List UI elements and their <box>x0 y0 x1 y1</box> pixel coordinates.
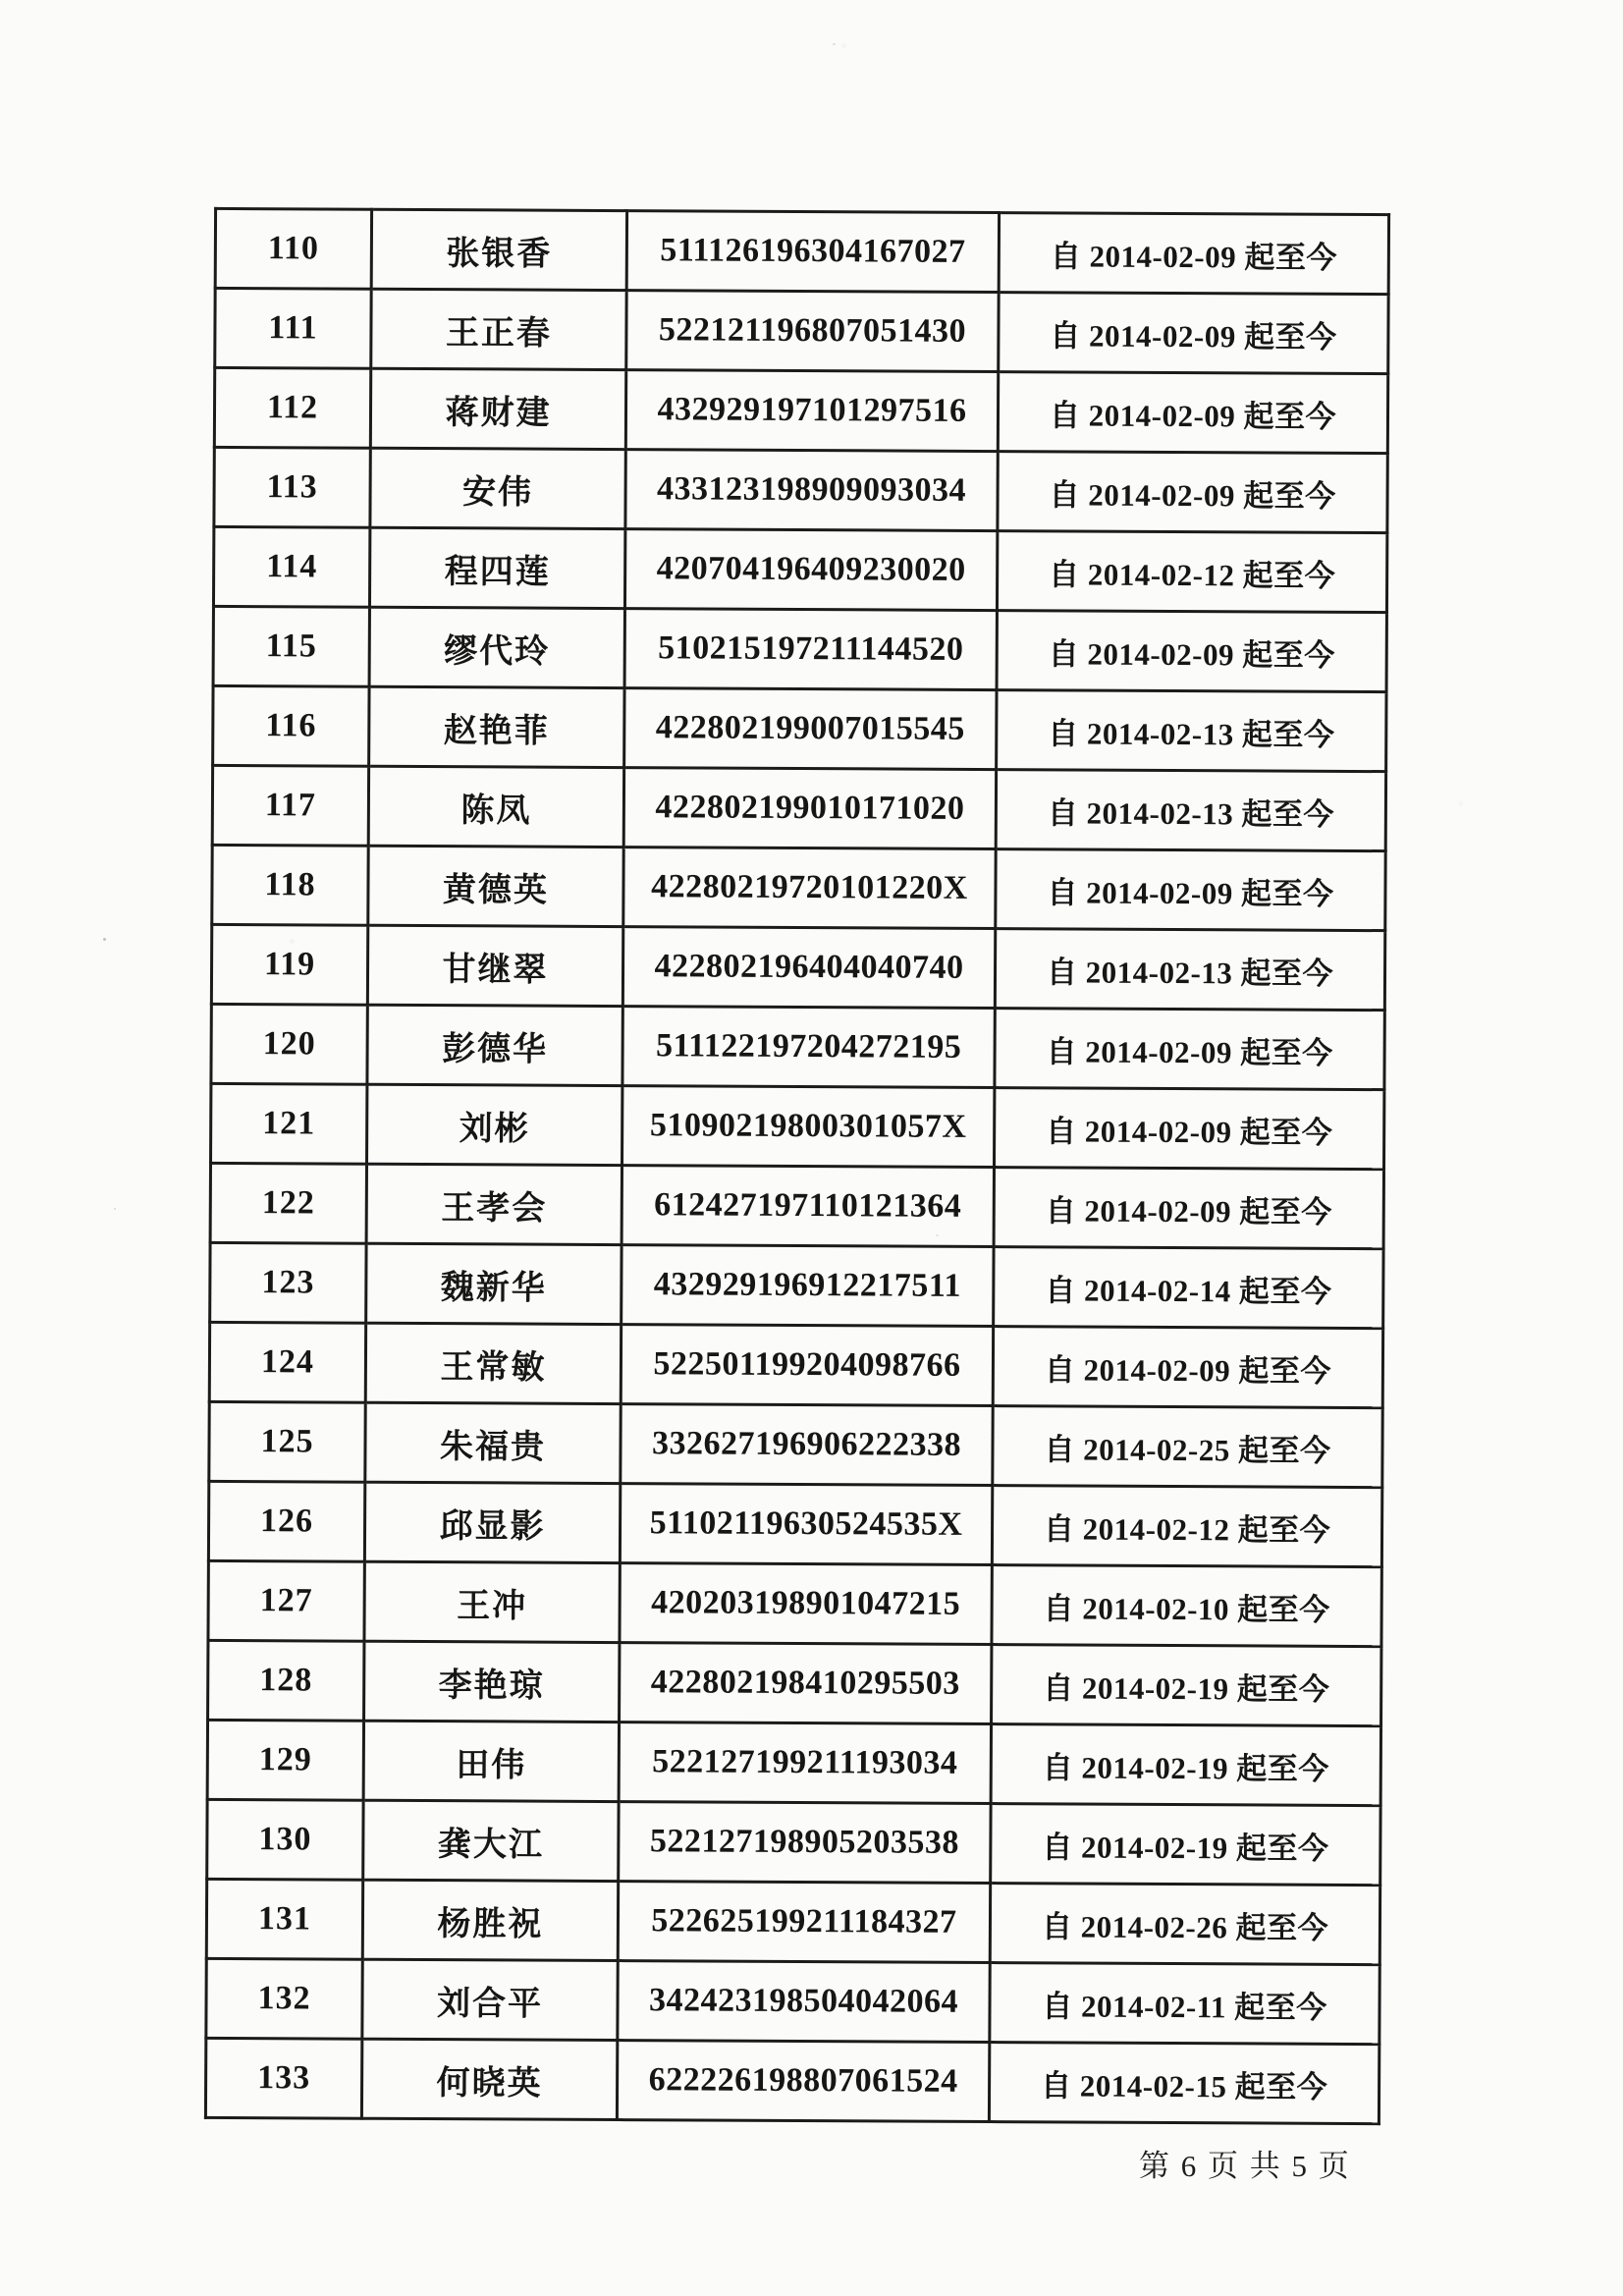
cell-name: 刘彬 <box>367 1084 622 1165</box>
table-row <box>214 367 1387 453</box>
cell-id: 622226198807061524 <box>617 2041 989 2122</box>
page-number-footer: 第 6 页 共 5 页 <box>1139 2149 1351 2183</box>
cell-name: 王孝会 <box>366 1164 622 1244</box>
cell-period: 自 2014-02-10 起至今 <box>992 1565 1381 1647</box>
cell-no: 110 <box>215 208 371 289</box>
cell-id: 51102119630524535X <box>620 1484 992 1565</box>
cell-name: 魏新华 <box>366 1243 622 1324</box>
cell-id: 433123198909093034 <box>625 450 998 531</box>
cell-period: 自 2014-02-15 起至今 <box>989 2043 1379 2124</box>
cell-period: 自 2014-02-09 起至今 <box>996 849 1385 931</box>
scan-speck <box>936 1234 939 1236</box>
cell-no: 121 <box>211 1083 367 1164</box>
cell-id: 432929196912217511 <box>622 1245 994 1327</box>
cell-name: 张银香 <box>371 209 626 290</box>
table-row <box>205 2038 1379 2123</box>
cell-period: 自 2014-02-09 起至今 <box>995 1009 1384 1090</box>
table-row <box>209 1401 1382 1487</box>
cell-period: 自 2014-02-09 起至今 <box>999 213 1388 295</box>
cell-no: 130 <box>207 1799 363 1880</box>
cell-no: 128 <box>208 1640 364 1721</box>
table-row <box>212 845 1385 930</box>
table-row <box>211 924 1384 1010</box>
cell-period: 自 2014-02-13 起至今 <box>996 770 1385 851</box>
cell-no: 117 <box>212 765 368 846</box>
cell-period: 自 2014-02-19 起至今 <box>991 1804 1380 1886</box>
table-row <box>213 606 1386 691</box>
cell-no: 116 <box>213 685 369 766</box>
cell-name: 王常敏 <box>365 1323 621 1403</box>
table-row <box>214 447 1387 532</box>
cell-id: 420203198901047215 <box>620 1563 992 1645</box>
cell-name: 缪代玲 <box>369 607 624 687</box>
table-row <box>213 526 1386 612</box>
cell-id: 422802196404040740 <box>622 927 995 1009</box>
cell-id: 422802198410295503 <box>620 1643 992 1724</box>
cell-id: 522127199211193034 <box>619 1722 991 1804</box>
cell-id: 422802199007015545 <box>624 688 997 770</box>
cell-name: 王正春 <box>371 289 626 369</box>
cell-id: 511122197204272195 <box>622 1007 995 1088</box>
cell-period: 自 2014-02-09 起至今 <box>999 293 1388 374</box>
cell-period: 自 2014-02-09 起至今 <box>993 1327 1382 1408</box>
cell-no: 120 <box>211 1004 367 1084</box>
cell-period: 自 2014-02-11 起至今 <box>990 1963 1380 2045</box>
cell-no: 129 <box>207 1720 363 1800</box>
cell-period: 自 2014-02-09 起至今 <box>998 372 1387 454</box>
scan-speck <box>833 43 836 45</box>
cell-name: 黄德英 <box>368 846 623 926</box>
table-row <box>215 288 1388 373</box>
table-row <box>211 1083 1384 1169</box>
table-row <box>208 1640 1381 1725</box>
cell-period: 自 2014-02-12 起至今 <box>992 1486 1381 1567</box>
cell-id: 510215197211144520 <box>624 609 997 690</box>
cell-no: 112 <box>214 367 370 448</box>
cell-period: 自 2014-02-13 起至今 <box>995 929 1384 1011</box>
cell-id: 612427197110121364 <box>622 1166 994 1247</box>
cell-id: 422802199010171020 <box>623 768 996 849</box>
cell-period: 自 2014-02-25 起至今 <box>993 1406 1382 1488</box>
cell-id: 342423198504042064 <box>618 1961 990 2043</box>
cell-name: 杨胜祝 <box>362 1880 618 1960</box>
cell-name: 王冲 <box>364 1561 620 1642</box>
scan-speck <box>114 1208 116 1210</box>
cell-no: 123 <box>210 1242 366 1323</box>
table-row <box>206 1958 1380 2044</box>
cell-id: 420704196409230020 <box>624 529 997 611</box>
cell-no: 131 <box>206 1879 362 1959</box>
cell-name: 彭德华 <box>367 1005 622 1085</box>
cell-name: 田伟 <box>363 1721 619 1801</box>
cell-no: 133 <box>205 2038 361 2118</box>
cell-id: 51090219800301057X <box>622 1086 995 1168</box>
cell-period: 自 2014-02-13 起至今 <box>997 690 1386 772</box>
cell-no: 118 <box>212 845 368 925</box>
scan-speck <box>103 938 106 941</box>
cell-no: 124 <box>209 1322 365 1402</box>
cell-name: 甘继翠 <box>367 925 622 1006</box>
cell-id: 522625199211184327 <box>618 1882 990 1963</box>
cell-no: 132 <box>206 1958 362 2039</box>
cell-id: 522121196807051430 <box>626 291 999 372</box>
table-row <box>206 1879 1380 1964</box>
cell-name: 安伟 <box>370 448 625 528</box>
cell-period: 自 2014-02-09 起至今 <box>997 611 1386 692</box>
cell-period: 自 2014-02-09 起至今 <box>994 1168 1383 1249</box>
roster-table-body <box>205 208 1388 2123</box>
table-row <box>215 208 1388 294</box>
cell-name: 李艳琼 <box>364 1641 620 1722</box>
cell-no: 114 <box>213 526 369 607</box>
cell-no: 125 <box>209 1401 365 1482</box>
cell-name: 邱显影 <box>364 1482 620 1562</box>
cell-id: 522127198905203538 <box>619 1802 991 1884</box>
table-row <box>207 1720 1380 1805</box>
table-row <box>211 1004 1384 1089</box>
table-row <box>210 1242 1383 1328</box>
cell-period: 自 2014-02-09 起至今 <box>998 452 1387 533</box>
cell-period: 自 2014-02-09 起至今 <box>994 1088 1383 1170</box>
cell-period: 自 2014-02-14 起至今 <box>994 1247 1383 1329</box>
table-row <box>213 685 1386 771</box>
table-row <box>207 1799 1380 1885</box>
cell-name: 蒋财建 <box>370 368 625 449</box>
cell-id: 522501199204098766 <box>621 1325 993 1406</box>
cell-id: 332627196906222338 <box>621 1404 993 1486</box>
cell-name: 刘合平 <box>362 1959 618 2040</box>
table-row <box>208 1481 1381 1566</box>
cell-id: 511126196304167027 <box>626 211 999 293</box>
table-row <box>209 1322 1382 1407</box>
roster-table <box>204 207 1390 2125</box>
cell-name: 朱福贵 <box>365 1402 621 1483</box>
cell-period: 自 2014-02-19 起至今 <box>992 1645 1381 1726</box>
cell-name: 何晓英 <box>361 2039 617 2119</box>
cell-name: 陈凤 <box>368 766 623 847</box>
cell-name: 程四莲 <box>369 527 624 608</box>
cell-no: 115 <box>213 606 369 686</box>
cell-name: 龚大江 <box>363 1800 619 1881</box>
cell-no: 127 <box>208 1560 364 1641</box>
table-row <box>210 1163 1383 1248</box>
cell-id: 432929197101297516 <box>625 370 998 452</box>
cell-id: 42280219720101220X <box>623 847 996 929</box>
cell-name: 赵艳菲 <box>369 686 624 767</box>
cell-period: 自 2014-02-19 起至今 <box>991 1724 1380 1806</box>
cell-no: 113 <box>214 447 370 527</box>
cell-period: 自 2014-02-12 起至今 <box>997 531 1386 613</box>
table-row <box>208 1560 1381 1646</box>
cell-period: 自 2014-02-26 起至今 <box>990 1884 1380 1965</box>
cell-no: 126 <box>208 1481 364 1561</box>
cell-no: 111 <box>215 288 371 368</box>
table-row <box>212 765 1385 850</box>
cell-no: 122 <box>210 1163 366 1243</box>
cell-no: 119 <box>211 924 367 1005</box>
